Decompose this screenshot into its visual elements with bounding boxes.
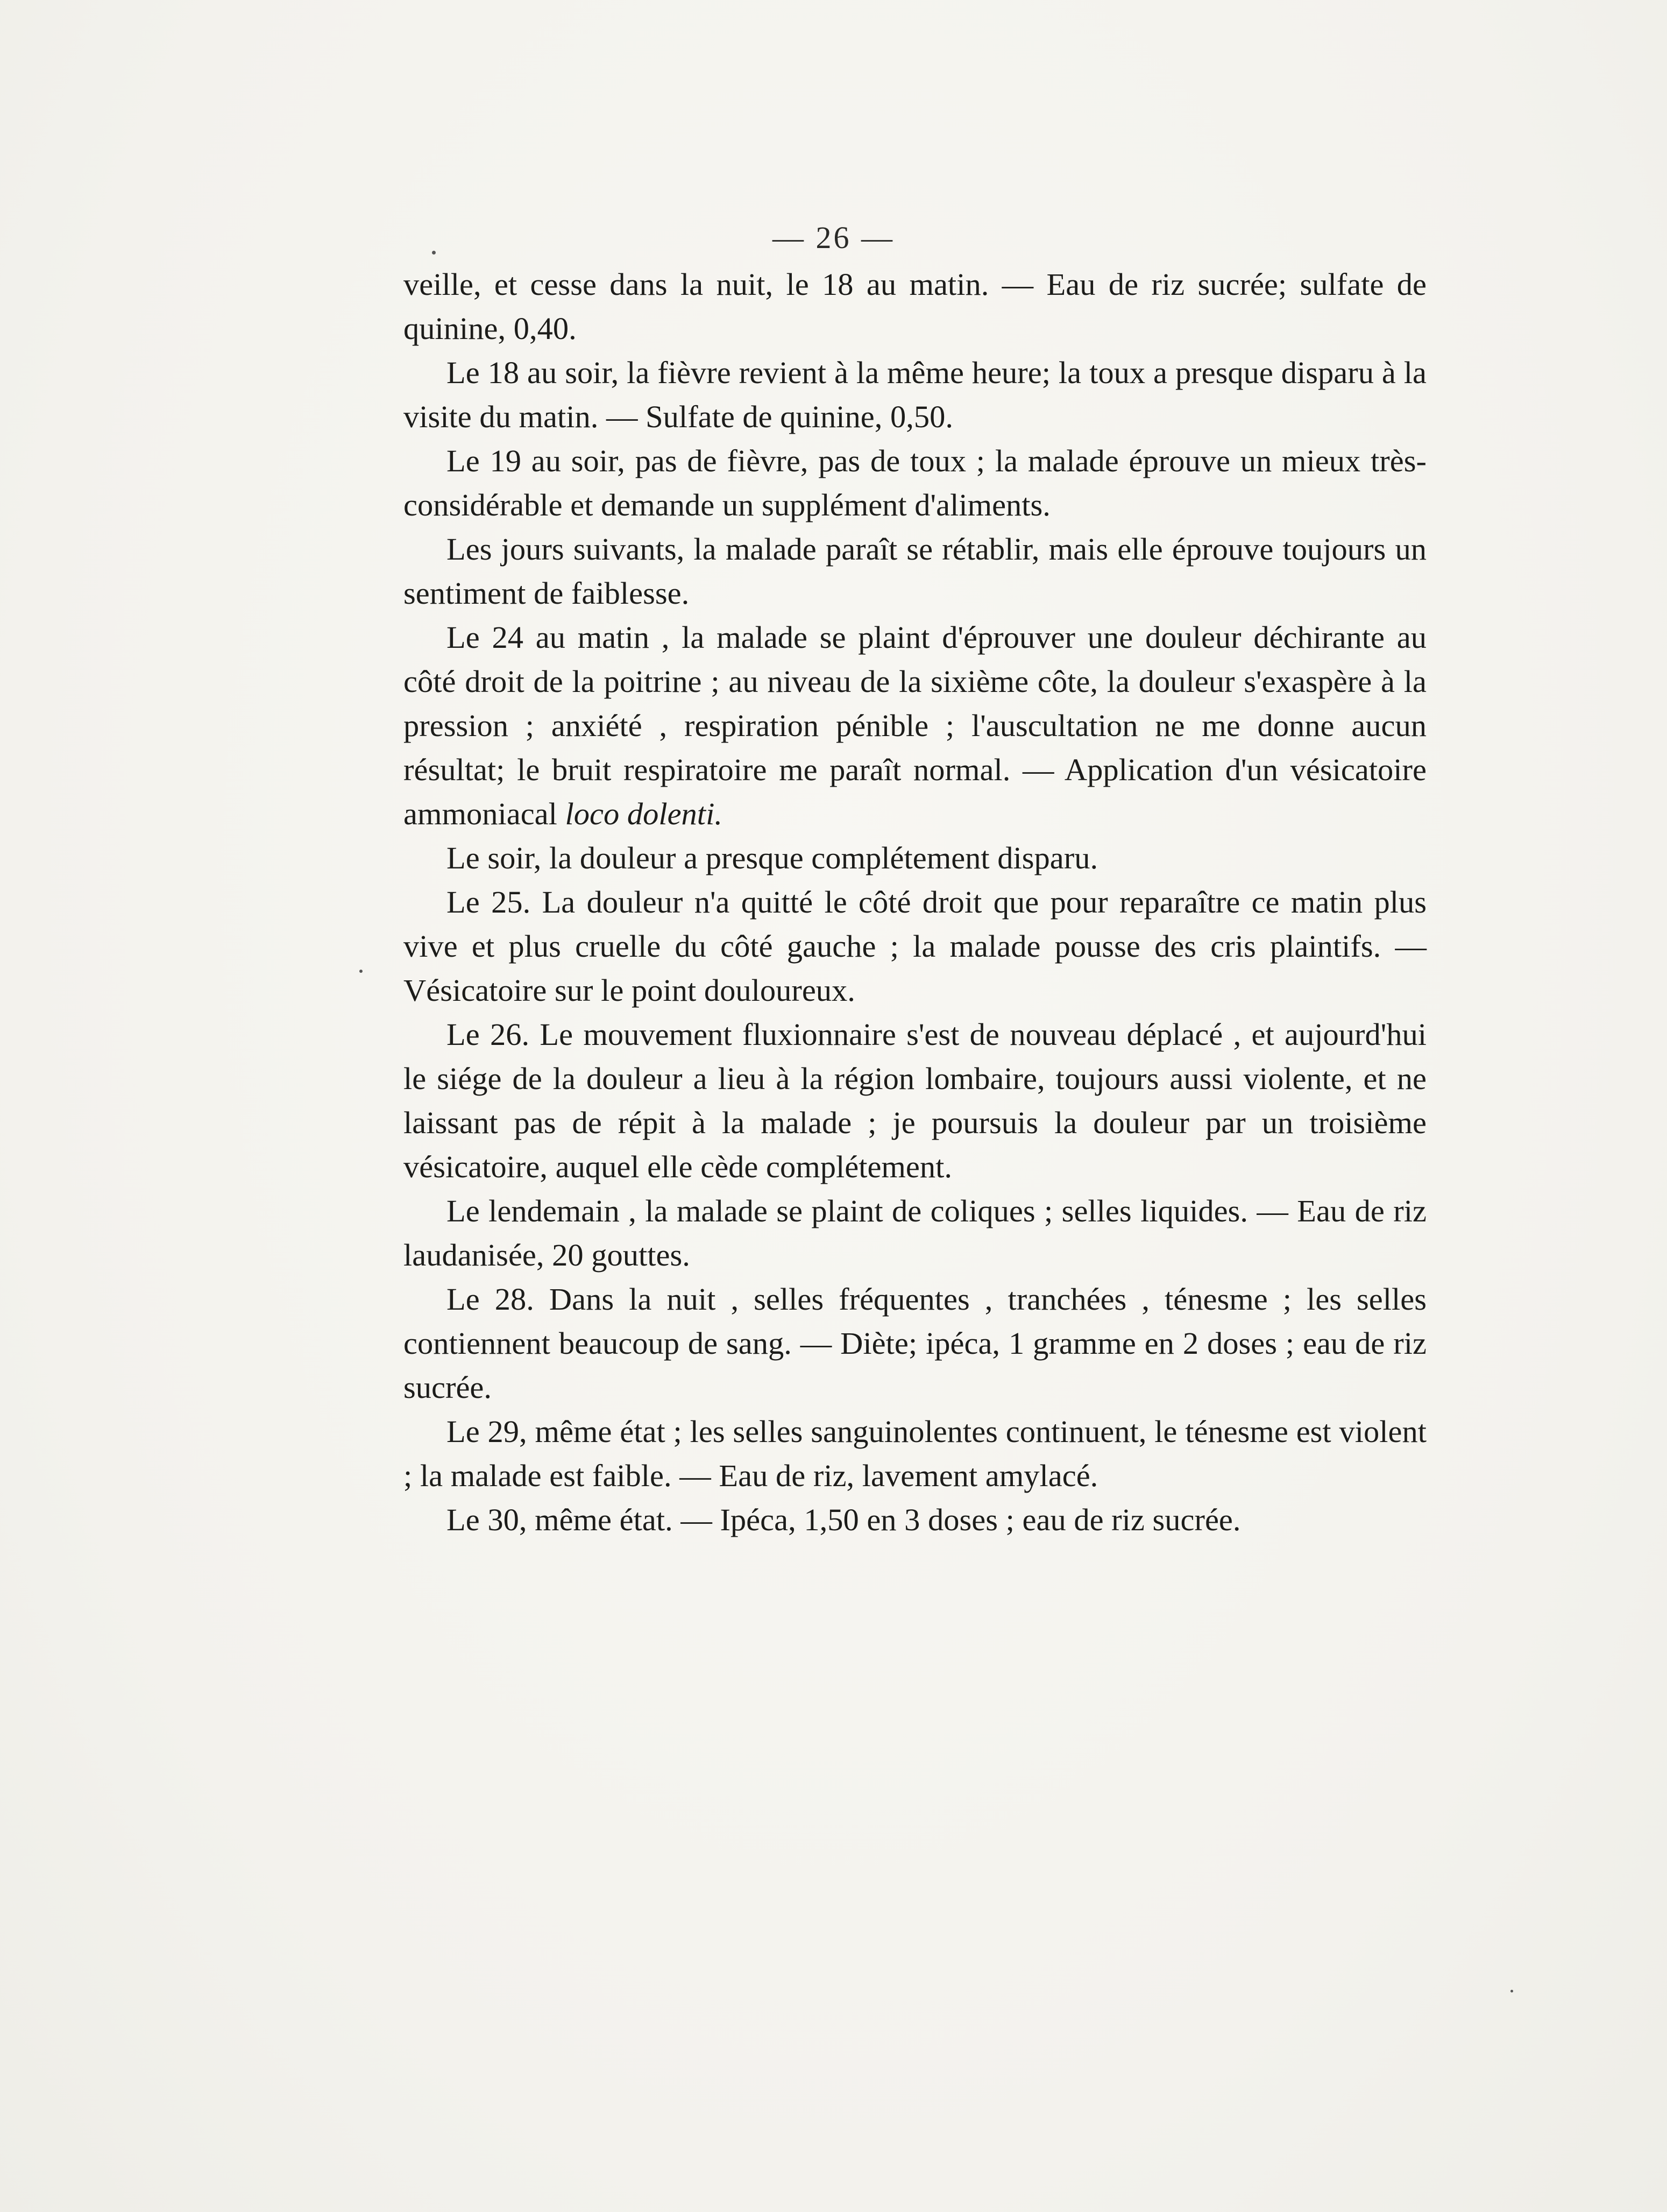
print-speck bbox=[1510, 1990, 1513, 1992]
paragraph-4: Les jours suivants, la malade paraît se rétablir, mais elle éprouve toujours un sentiment de faiblesse. bbox=[403, 532, 1427, 611]
paragraph-5-text: Le 24 au matin , la malade se plaint d'éprouver une douleur déchirante au côté droit de la poitrine ; au niveau de la sixième côte, la douleur s'exaspère à la pression ; anxiété , respiration pénible ; l'auscultation ne me donne aucun résultat; le bruit respiratoire me paraît normal. — Application d'un vésicatoire ammoniacal bbox=[403, 620, 1427, 831]
print-speck bbox=[432, 251, 436, 255]
paragraph-7: Le 25. La douleur n'a quitté le côté droit que pour reparaître ce matin plus vive et plus cruelle du côté gauche ; la malade pousse des cris plaintifs. — Vésicatoire sur le point douloureux. bbox=[403, 885, 1427, 1008]
paragraph-3: Le 19 au soir, pas de fièvre, pas de toux ; la malade éprouve un mieux très-considérable et demande un supplément d'aliments. bbox=[403, 443, 1427, 522]
paragraph-5 bbox=[403, 616, 1427, 836]
print-speck bbox=[359, 970, 363, 973]
page-number: — 26 — bbox=[772, 220, 895, 255]
paragraph-8: Le 26. Le mouvement fluxionnaire s'est de nouveau déplacé , et aujourd'hui le siége de la douleur a lieu à la région lombaire, toujours aussi violente, et ne laissant pas de répit à la malade ; je poursuis la douleur par un troisième vésicatoire, auquel elle cède complétement. bbox=[403, 1017, 1427, 1184]
paragraph-11: Le 29, même état ; les selles sanguinolentes continuent, le ténesme est violent ; la malade est faible. — Eau de riz, lavement amylacé. bbox=[403, 1414, 1427, 1493]
paragraph-5-italic: loco dolenti. bbox=[565, 796, 722, 831]
paragraph-12: Le 30, même état. — Ipéca, 1,50 en 3 doses ; eau de riz sucrée. bbox=[446, 1502, 1241, 1537]
paragraph-10: Le 28. Dans la nuit , selles fréquentes , tranchées , ténesme ; les selles contiennent beaucoup de sang. — Diète; ipéca, 1 gramme en 2 doses ; eau de riz sucrée. bbox=[403, 1282, 1427, 1405]
paragraph-1: veille, et cesse dans la nuit, le 18 au matin. — Eau de riz sucrée; sulfate de quinine, 0,40. bbox=[403, 267, 1427, 346]
paragraph-9: Le lendemain , la malade se plaint de coliques ; selles liquides. — Eau de riz laudanisée, 20 gouttes. bbox=[403, 1193, 1427, 1273]
body-text bbox=[403, 263, 1427, 1542]
paragraph-2: Le 18 au soir, la fièvre revient à la même heure; la toux a presque disparu à la visite du matin. — Sulfate de quinine, 0,50. bbox=[403, 355, 1427, 434]
paragraph-6: Le soir, la douleur a presque complétement disparu. bbox=[446, 840, 1098, 875]
